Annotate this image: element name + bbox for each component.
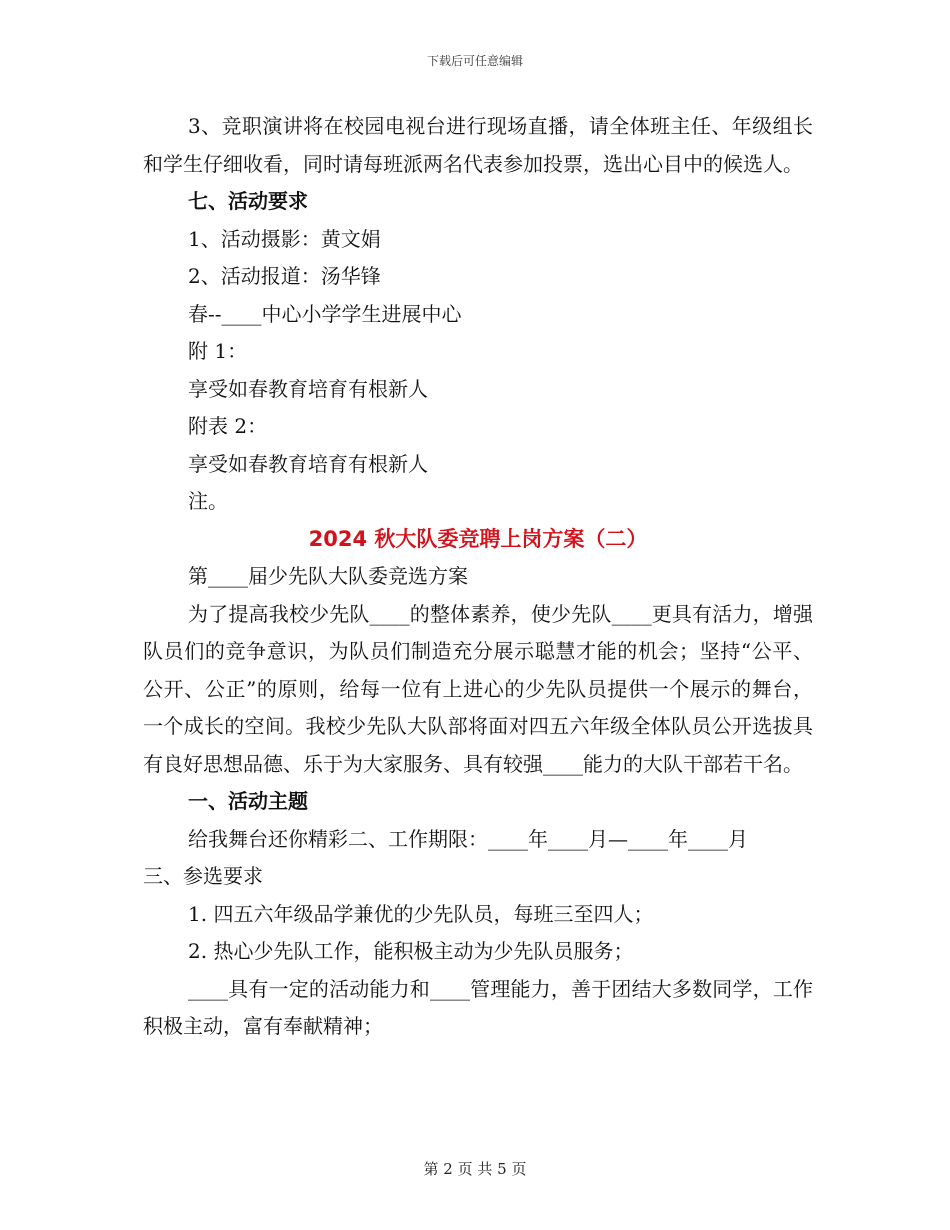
line-organization: 春--____中心小学学生进展中心 xyxy=(188,301,462,326)
paragraph-requirement-3: ____具有一定的活动能力和____管理能力，善于团结大多数同学，工作积极主动，富有奉献精神； xyxy=(143,976,813,1038)
line-note: 注。 xyxy=(188,489,228,513)
line-slogan-1: 享受如春教育培育有根新人 xyxy=(188,376,428,401)
line-attachment-2: 附表 2： xyxy=(188,414,268,438)
line-reporting: 2、活动报道：汤华锋 xyxy=(188,264,381,288)
line-requirement-2: 2. 热心少先队工作，能积极主动为少先队员服务； xyxy=(188,939,634,963)
line-attachment-1: 附 1： xyxy=(188,339,248,363)
line-requirement-1: 1. 四五六年级品学兼优的少先队员，每班三至四人； xyxy=(188,901,654,926)
line-plan-name: 第____届少先队大队委竞选方案 xyxy=(188,564,468,588)
page-header: 下载后可任意编辑 xyxy=(426,54,523,68)
document-body xyxy=(143,108,813,1046)
line-photography: 1、活动摄影：黄文娟 xyxy=(188,226,381,251)
line-theme-and-period: 给我舞台还你精彩二、工作期限：____年____月—____年____月 xyxy=(188,826,748,851)
paragraph-introduction: 为了提高我校少先队____的整体素养，使少先队____更具有活力，增强队员们的竞争意识，为队员们制造充分展示聪慧才能的机会；坚持“公平、公开、公正”的原则，给每一位有上进心的少先队员提供一个展示的舞台，一个成长的空间。我校少先队大队部将面对四五六年级全体队员公开选拔具有良好思想品德、乐于为大家服务、具有较强____能力的大队干部若干名。 xyxy=(143,601,813,776)
heading-activity-theme: 一、活动主题 xyxy=(188,789,308,813)
page-footer: 第 2 页 共 5 页 xyxy=(423,1160,527,1178)
heading-activity-requirements: 七、活动要求 xyxy=(188,189,308,213)
section-title: 2024 秋大队委竞聘上岗方案（二） xyxy=(308,526,648,551)
line-slogan-2: 享受如春教育培育有根新人 xyxy=(188,451,428,476)
paragraph-live-broadcast: 3、竞职演讲将在校园电视台进行现场直播，请全体班主任、年级组长和学生仔细收看，同时请每班派两名代表参加投票，选出心目中的候选人。 xyxy=(143,114,813,176)
heading-participation-requirements: 三、参选要求 xyxy=(143,864,263,888)
